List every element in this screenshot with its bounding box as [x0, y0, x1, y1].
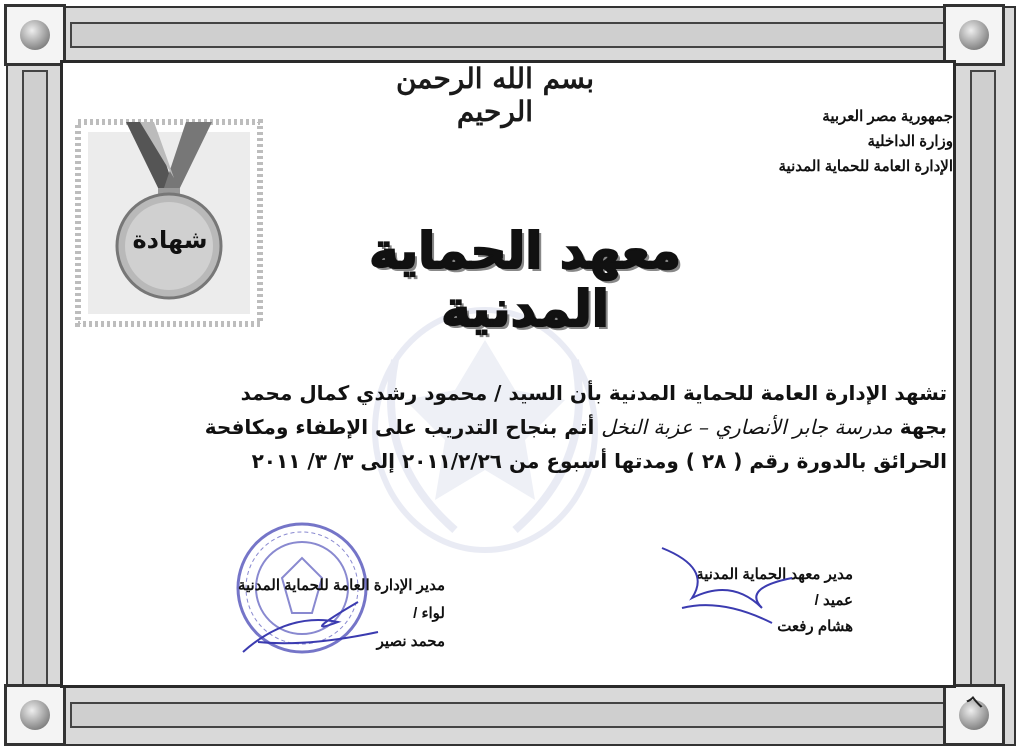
header-department: الإدارة العامة للحماية المدنية — [778, 158, 953, 175]
signature-left-name: محمد نصير — [376, 633, 445, 650]
body-line-1: تشهد الإدارة العامة للحماية المدنية بأن السيد / محمود رشدي كمال محمد — [240, 381, 947, 405]
institute-title: معهد الحماية المدنية — [369, 222, 681, 338]
frame-corner-bottom-left — [4, 684, 66, 746]
frame-corner-top-left — [4, 4, 66, 66]
certificate-body — [87, 376, 947, 478]
header-ministry: وزارة الداخلية — [867, 133, 953, 150]
issuer-header — [779, 104, 954, 179]
frame-corner-top-right — [943, 4, 1005, 66]
frame-bar-top — [70, 22, 950, 48]
frame-bar-bottom — [70, 702, 950, 728]
body-line-2 — [87, 410, 947, 444]
handwritten-signature-left — [238, 592, 388, 662]
handwritten-signature-right — [652, 538, 802, 628]
signature-right-name: هشام رفعت — [777, 618, 853, 635]
basmala-calligraphy: بسم الله الرحمن الرحيم — [395, 62, 595, 128]
medal-label: شهادة — [132, 226, 208, 254]
header-country: جمهورية مصر العربية — [822, 108, 953, 125]
page-number: ٦ — [962, 690, 987, 718]
signature-left-rank: لواء / — [413, 605, 445, 622]
body-line-3: الحرائق بالدورة رقم ( ٢٨ ) ومدتها أسبوع من ٢٠١١/٢/٢٦ إلى ٣/ ٣/ ٢٠١١ — [251, 449, 947, 473]
body-line-2-prefix: بجهة — [899, 415, 947, 439]
body-line-2-suffix: أتم بنجاح التدريب على الإطفاء ومكافحة — [204, 415, 595, 439]
body-line-2-school: مدرسة جابر الأنصاري – عزبة النخل — [601, 415, 893, 439]
signature-right-rank: عميد / — [814, 592, 853, 609]
signature-left-title: مدير الإدارة العامة للحماية المدنية — [237, 577, 445, 594]
signature-right-title: مدير معهد الحماية المدنية — [696, 566, 853, 583]
frame-bar-left — [22, 70, 48, 690]
frame-bar-right — [970, 70, 996, 690]
medal-icon — [74, 118, 264, 328]
